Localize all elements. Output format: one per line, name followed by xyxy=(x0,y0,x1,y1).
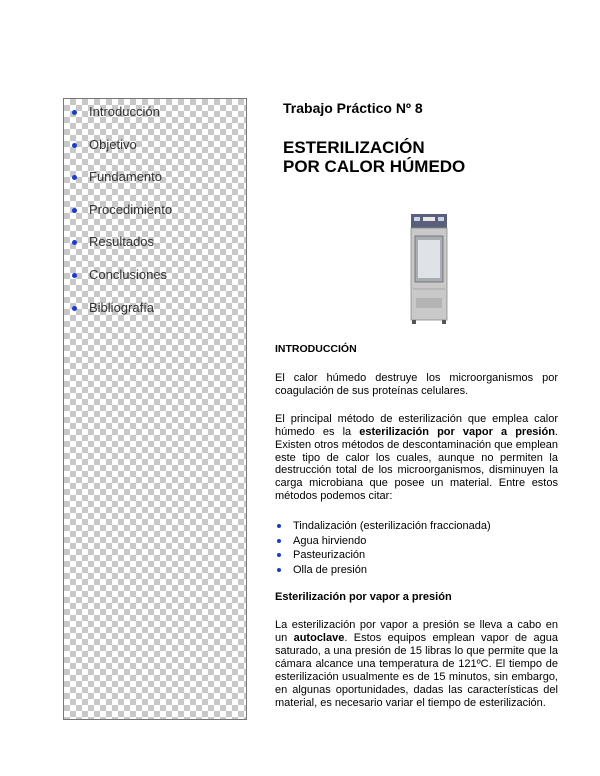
nav-label: Introducción xyxy=(89,104,160,119)
list-item xyxy=(275,519,558,534)
text-run: El principal método de esterilización que emplea calor húmedo es la xyxy=(275,412,558,438)
nav-label: Procedimiento xyxy=(89,201,173,217)
bullet-icon xyxy=(72,306,77,311)
bullet-icon xyxy=(277,524,281,528)
title-line-2: POR CALOR HÚMEDO xyxy=(283,157,466,176)
nav-label: Bibliografía xyxy=(89,299,155,315)
nav-item-resultados[interactable] xyxy=(72,234,172,267)
main-content xyxy=(275,100,558,710)
nav-list xyxy=(72,104,172,332)
nav-label: Conclusiones xyxy=(89,266,168,282)
nav-item-conclusiones[interactable] xyxy=(72,267,172,300)
bullet-icon xyxy=(277,539,281,543)
vapor-paragraph xyxy=(275,619,558,709)
list-item-label: Olla de presión xyxy=(293,563,367,576)
nav-label: Fundamento xyxy=(89,169,162,185)
nav-label: Objetivo xyxy=(89,136,137,152)
intro-paragraph-1: El calor húmedo destruye los microorganismos por coagulación de sus proteínas celulares. xyxy=(275,372,558,397)
nav-label: Resultados xyxy=(89,234,155,250)
list-item xyxy=(275,534,558,549)
bullet-icon xyxy=(72,110,77,115)
bullet-icon xyxy=(72,273,77,278)
nav-item-procedimiento[interactable] xyxy=(72,202,172,235)
bullet-icon xyxy=(277,568,281,572)
list-item xyxy=(275,548,558,563)
text-run: . Existen otros métodos de descontaminación que emplean este tipo de calor los cuales, aunque no permiten la destrucción total de los microorganismos, disminuyen la carga microbiana que posee un material. Entre estos métodos podemos citar: xyxy=(275,425,558,503)
page-title xyxy=(283,138,558,176)
bold-term: esterilización por vapor a presión xyxy=(359,425,555,438)
bullet-icon xyxy=(72,175,77,180)
bullet-icon xyxy=(72,240,77,245)
nav-item-fundamento[interactable] xyxy=(72,169,172,202)
section-heading-intro: INTRODUCCIÓN xyxy=(275,343,357,355)
sidebar-nav xyxy=(63,98,247,720)
list-item-label: Agua hirviendo xyxy=(293,534,367,547)
text-run: La esterilización por vapor a presión se lleva a cabo en un xyxy=(275,619,558,645)
intro-paragraph-2 xyxy=(275,413,558,503)
bullet-icon xyxy=(72,208,77,213)
bullet-icon xyxy=(277,553,281,557)
nav-item-bibliografia[interactable] xyxy=(72,300,172,333)
list-item xyxy=(275,563,558,578)
nav-item-introduccion[interactable] xyxy=(72,104,172,137)
list-item-label: Tindalización (esterilización fraccionada) xyxy=(293,520,491,533)
text-run: . Estos equipos emplean vapor de agua saturado, a una presión de 15 libras lo que permite que la cámara alcance una temperatura de 121ºC. El tiempo de esterilización usualmente es de 15 minutos, sin embargo, en algunas oportunidades, dadas las características del material, es necesario variar el tiempo de esterilización. xyxy=(275,632,558,709)
nav-item-objetivo[interactable] xyxy=(72,137,172,170)
autoclave-image xyxy=(410,214,448,324)
list-item-label: Pasteurización xyxy=(293,549,366,562)
bold-term: autoclave xyxy=(293,632,345,645)
practical-number: Trabajo Práctico Nº 8 xyxy=(283,100,423,116)
section-heading-vapor: Esterilización por vapor a presión xyxy=(275,591,452,604)
methods-list xyxy=(275,519,558,577)
bullet-icon xyxy=(72,143,77,148)
title-line-1: ESTERILIZACIÓN xyxy=(283,138,425,157)
